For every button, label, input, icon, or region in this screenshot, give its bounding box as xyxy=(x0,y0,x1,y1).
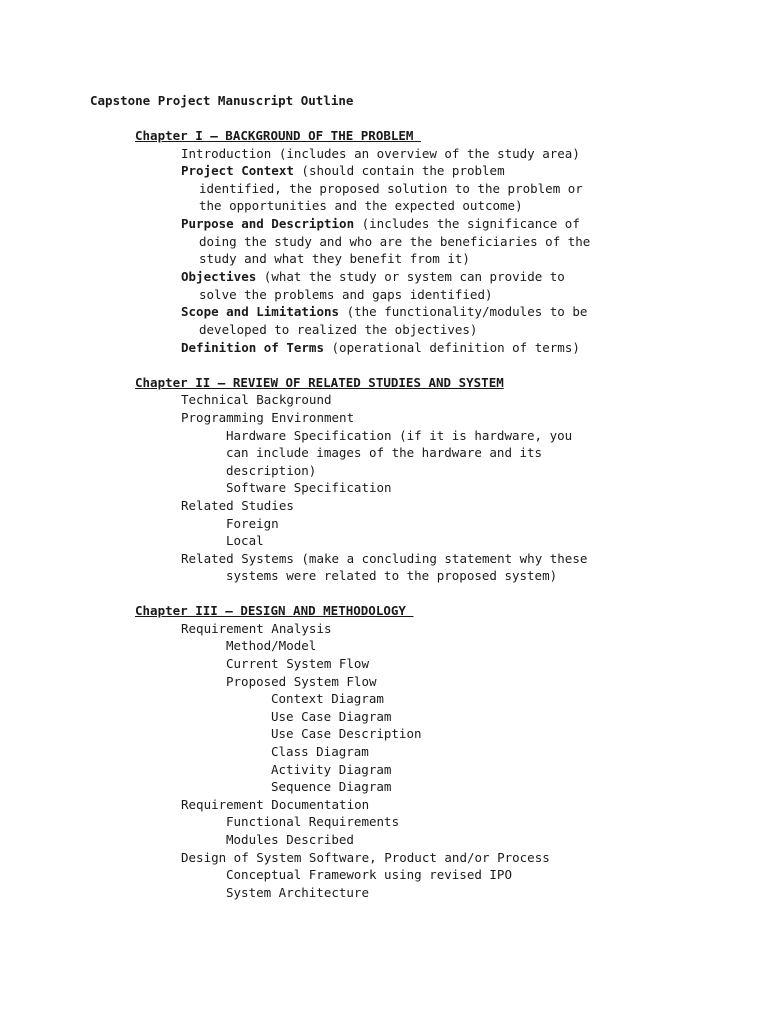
ch1-purpose xyxy=(181,215,580,233)
ch1-purpose-term: Purpose and Description xyxy=(181,216,355,231)
ch1-scope-desc: (the functionality/modules to be xyxy=(339,304,588,319)
ch3-sequence-diagram: Sequence Diagram xyxy=(271,779,392,794)
ch2-hardware-spec: Hardware Specification (if it is hardware, you xyxy=(226,428,573,443)
ch1-introduction: Introduction (includes an overview of the study area) xyxy=(181,146,580,161)
ch2-hardware-spec-line2: can include images of the hardware and its xyxy=(226,445,543,460)
ch3-class-diagram: Class Diagram xyxy=(271,744,369,759)
ch1-project-context xyxy=(181,162,505,180)
ch3-requirement-analysis: Requirement Analysis xyxy=(181,621,332,636)
ch3-requirement-documentation: Requirement Documentation xyxy=(181,797,370,812)
ch1-purpose-line2: doing the study and who are the beneficiaries of the xyxy=(199,234,591,249)
ch3-use-case-description: Use Case Description xyxy=(271,726,422,741)
ch1-project-context-line3: the opportunities and the expected outcome) xyxy=(199,198,523,213)
ch1-objectives-desc: (what the study or system can provide to xyxy=(256,269,565,284)
ch1-terms-desc: (operational definition of terms) xyxy=(324,340,580,355)
ch3-current-system-flow: Current System Flow xyxy=(226,656,369,671)
ch3-use-case-diagram: Use Case Diagram xyxy=(271,709,392,724)
ch2-programming-environment: Programming Environment xyxy=(181,410,355,425)
chapter-3-heading: Chapter III – DESIGN AND METHODOLOGY xyxy=(135,603,414,618)
ch3-conceptual-framework: Conceptual Framework using revised IPO xyxy=(226,867,512,882)
ch3-method-model: Method/Model xyxy=(226,638,317,653)
chapter-2-heading: Chapter II – REVIEW OF RELATED STUDIES AND SYSTEM xyxy=(135,375,504,390)
ch1-scope-line2: developed to realized the objectives) xyxy=(199,322,478,337)
ch2-technical-background: Technical Background xyxy=(181,392,332,407)
ch1-scope-term: Scope and Limitations xyxy=(181,304,340,319)
ch3-design-of-system: Design of System Software, Product and/or Process xyxy=(181,850,550,865)
ch2-software-spec: Software Specification xyxy=(226,480,392,495)
ch1-definition-of-terms xyxy=(181,339,580,357)
ch3-functional-requirements: Functional Requirements xyxy=(226,814,400,829)
ch1-scope xyxy=(181,303,587,321)
ch1-project-context-line2: identified, the proposed solution to the problem or xyxy=(199,181,583,196)
ch1-objectives-line2: solve the problems and gaps identified) xyxy=(199,287,493,302)
ch2-hardware-spec-line3: description) xyxy=(226,463,317,478)
ch3-context-diagram: Context Diagram xyxy=(271,691,384,706)
ch1-project-context-desc: (should contain the problem xyxy=(293,163,505,178)
ch2-local: Local xyxy=(226,533,264,548)
ch2-foreign: Foreign xyxy=(226,516,279,531)
ch1-objectives-term: Objectives xyxy=(181,269,257,284)
ch1-purpose-desc: (includes the significance of xyxy=(354,216,580,231)
ch1-objectives xyxy=(181,268,565,286)
ch3-activity-diagram: Activity Diagram xyxy=(271,762,392,777)
ch3-proposed-system-flow: Proposed System Flow xyxy=(226,674,377,689)
ch2-related-systems-line2: systems were related to the proposed system) xyxy=(226,568,558,583)
ch3-system-architecture: System Architecture xyxy=(226,885,369,900)
ch1-terms-term: Definition of Terms xyxy=(181,340,324,355)
document-title: Capstone Project Manuscript Outline xyxy=(90,93,354,108)
ch2-related-studies: Related Studies xyxy=(181,498,294,513)
chapter-1-heading: Chapter I – BACKGROUND OF THE PROBLEM xyxy=(135,128,421,143)
ch1-project-context-term: Project Context xyxy=(181,163,294,178)
ch1-purpose-line3: study and what they benefit from it) xyxy=(199,251,470,266)
ch2-related-systems: Related Systems (make a concluding statement why these xyxy=(181,551,588,566)
ch3-modules-described: Modules Described xyxy=(226,832,354,847)
